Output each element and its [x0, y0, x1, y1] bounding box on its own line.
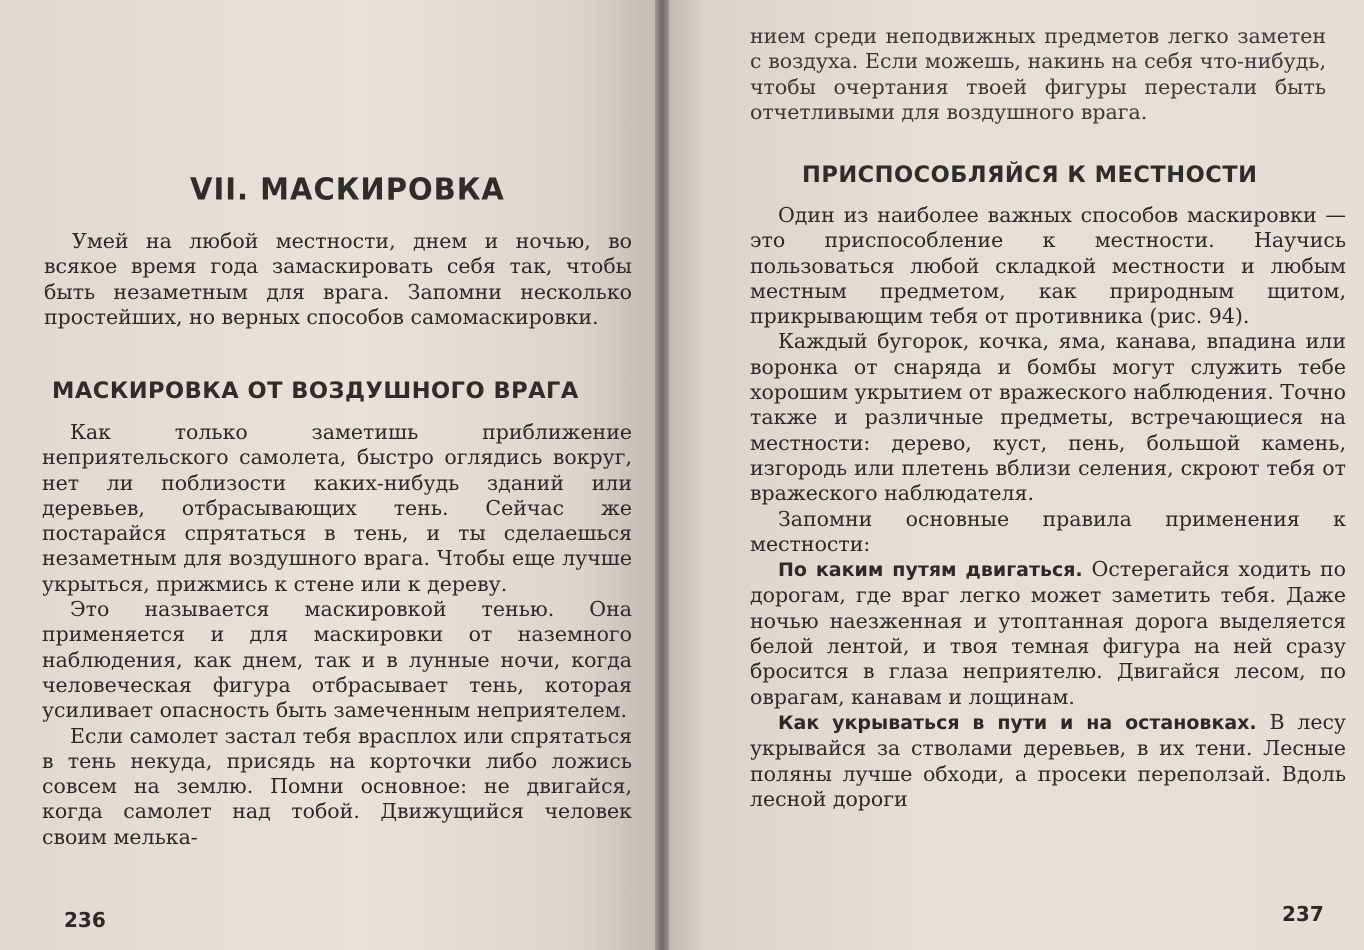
paragraph: нием среди неподвижных предметов легко заметен с воздуха. Если можешь, накинь на себя что-нибудь, чтобы очертания твоей фигуры перестали быть отчетливыми для воздушного врага. — [750, 24, 1326, 124]
paragraph: Как только заметишь приближение неприятельского самолета, быстро оглядись вокруг, нет ли поблизости каких-нибудь зданий или деревьев, отбрасывающих тень. Сейчас же постарайся спрятаться в тень, и ты сделаешься незаметным для воздушного врага. Чтобы еще лучше укрыться, прижмись к стене или к дереву. — [42, 420, 632, 596]
book-gutter — [655, 0, 669, 950]
page-number-right: 237 — [1282, 902, 1324, 926]
rule-heading: Как укрываться в пути и на остановках. — [778, 711, 1257, 734]
page-number-left: 236 — [64, 908, 106, 932]
left-page — [0, 0, 662, 950]
intro-paragraph — [44, 229, 632, 330]
chapter-title: VII. МАСКИРОВКА — [190, 171, 505, 207]
continuation-paragraph — [750, 24, 1326, 125]
rule-text: Остерегайся ходить по дорогам, где враг легко может заметить тебя. Даже ночью наезженная и утоптанная дорога выделяется белой лентой, и твоя темная фигура на ней сразу бросится в глаза неприятелю. Двигайся лесом, по оврагам, канавам и лощинам. — [750, 557, 1346, 709]
rule-paragraph — [750, 557, 1346, 710]
section-title-terrain: ПРИСПОСОБЛЯЙСЯ К МЕСТНОСТИ — [802, 162, 1258, 188]
rule-text: В лесу укрывайся за стволами деревьев, в их тени. Лесные поляны лучше обходи, а просеки переползай. Вдоль лесной дороги — [750, 709, 1346, 811]
left-body — [42, 420, 632, 850]
right-body — [750, 203, 1346, 812]
paragraph: Каждый бугорок, кочка, яма, канава, впадина или воронка от снаряда и бомбы могут служить тебе хорошим укрытием от вражеского наблюдения. Точно также и различные предметы, встречающиеся на местности: дерево, куст, пень, большой камень, изгородь или плетень вблизи селения, скроют тебя от вражеского наблюдателя. — [750, 329, 1346, 506]
section-title-air: МАСКИРОВКА ОТ ВОЗДУШНОГО ВРАГА — [52, 378, 579, 404]
paragraph: Это называется маскировкой тенью. Она применяется и для маскировки от наземного наблюдения, как днем, так и в лунные ночи, когда человеческая фигура отбрасывает тень, которая усиливает опасность быть замеченным неприятелем. — [42, 597, 632, 723]
rule-paragraph — [750, 710, 1346, 812]
paragraph: Умей на любой местности, днем и ночью, во всякое время года замаскировать себя так, чтобы быть незаметным для врага. Запомни несколько простейших, но верных способов самомаскировки. — [44, 229, 632, 329]
paragraph: Один из наиболее важных способов маскировки — это приспособление к местности. Научись пользоваться любой складкой местности и любым местным предметом, как природным щитом, прикрывающим тебя от противника (рис. 94). — [750, 203, 1346, 329]
rule-heading: По каким путям двигаться. — [778, 559, 1083, 582]
right-page — [662, 0, 1364, 950]
paragraph: Запомни основные правила применения к местности: — [750, 506, 1346, 556]
paragraph: Если самолет застал тебя врасплох или спрятаться в тень некуда, присядь на корточки либо ложись совсем на землю. Помни основное: не двигайся, когда самолет над тобой. Движущийся человек своим мелька- — [42, 723, 632, 849]
